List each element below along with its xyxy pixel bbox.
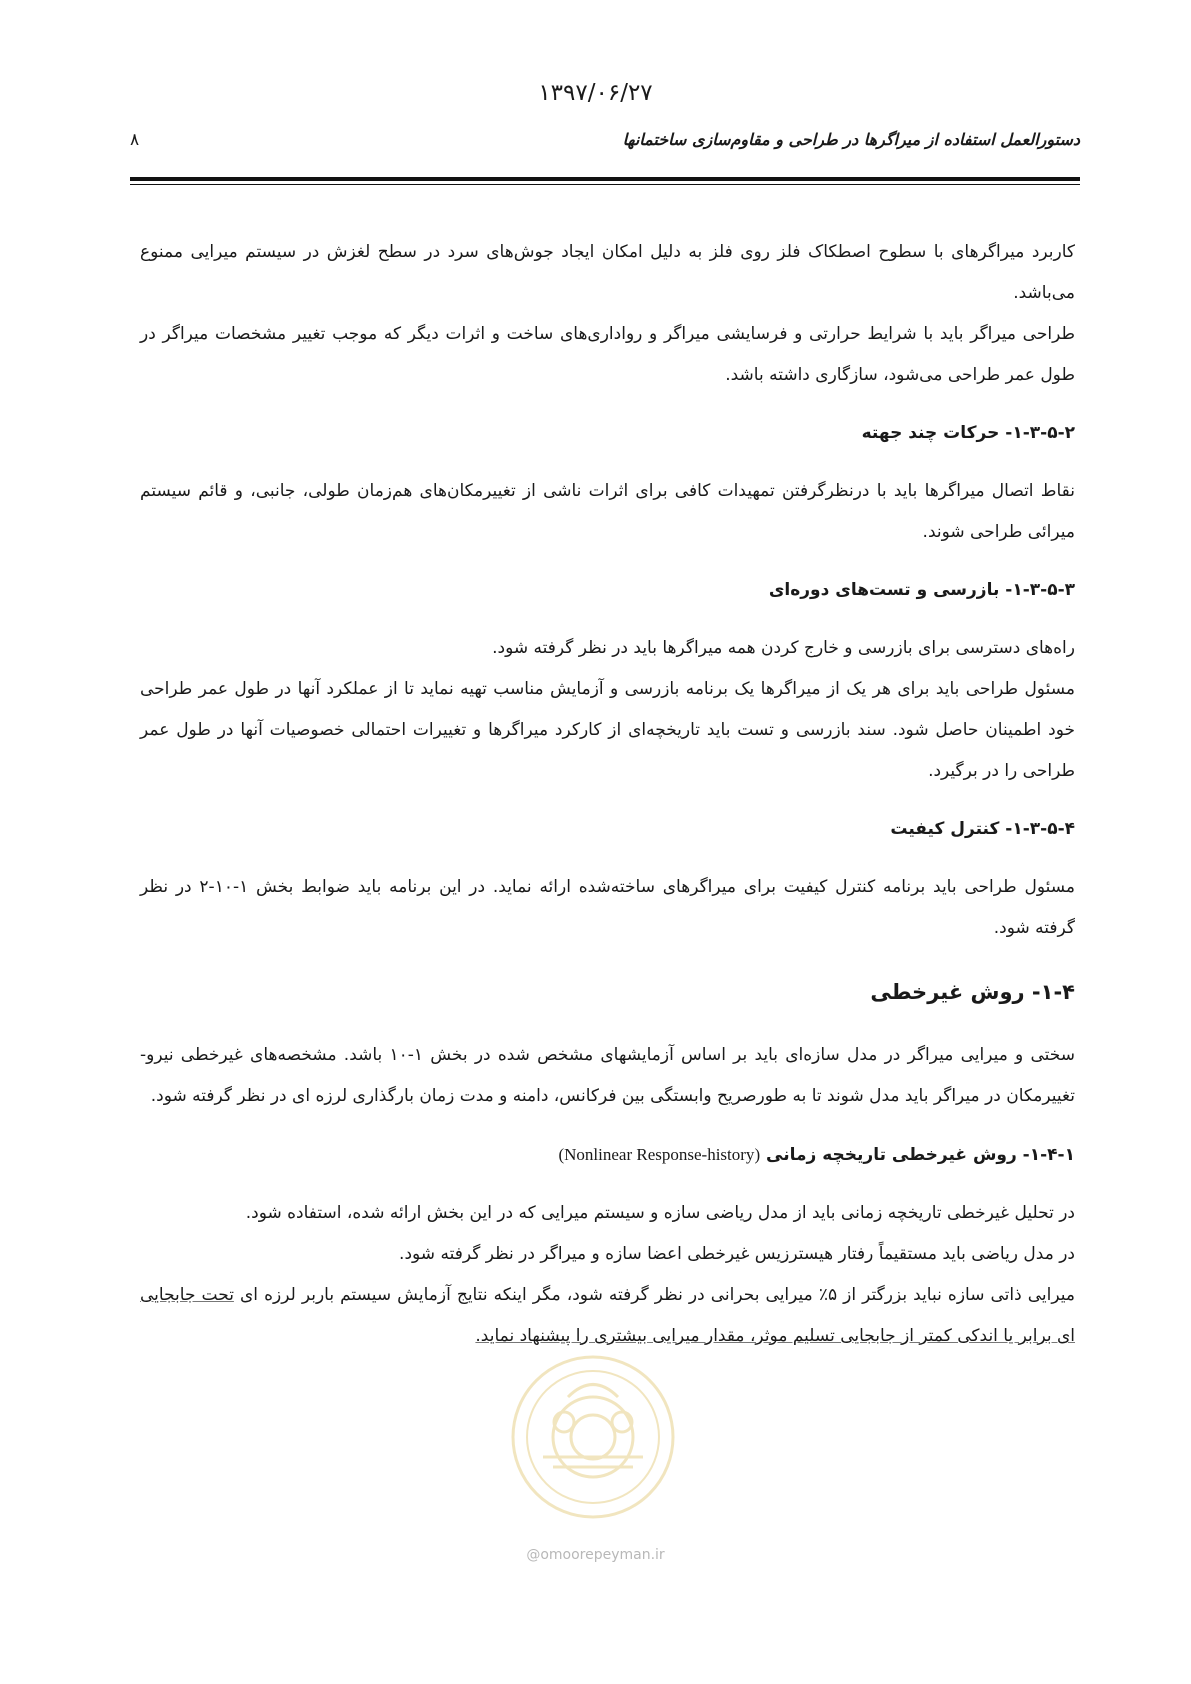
paragraph-time-history-analysis: در تحلیل غیرخطی تاریخچه زمانی باید از مدل ریاضی سازه و سیستم میرایی که در این بخش ارائه شده، استفاده شود. (245, 1203, 1075, 1223)
paragraph-inspection-program: مسئول طراحی باید برای هر یک از میراگرها یک برنامه بازرسی و آزمایش مناسب تهیه نماید تا از عملکرد آنها در طول عمر طراحی خود اطمینان حاصل شود. سند بازرسی و تست باید تاریخچه‌ای از کارکرد میراگرها و تغییرات احتمالی خصوصیات آنها در طول عمر طراحی را در برگیرد. (140, 679, 1075, 781)
page-number: ۸ (130, 130, 140, 150)
paragraph-thermal-design: طراحی میراگر باید با شرایط حرارتی و فرسایشی میراگر و رواداری‌های ساخت و اثرات دیگر که موجب تغییر مشخصات میراگر در طول عمر طراحی می‌شود، سازگاری داشته باشد. (140, 324, 1075, 385)
paragraph-metal-friction: کاربرد میراگرهای با سطوح اصطکاک فلز روی فلز به دلیل امکان ایجاد جوش‌های سرد در سطح لغزش در سیستم میرایی ممنوع می‌باشد. (140, 242, 1075, 303)
header-rule-thin (130, 184, 1080, 185)
paragraph-inherent-damping (140, 1275, 1075, 1357)
heading-multidirectional-motion: ۱-۳-۵-۲- حرکات چند جهته (861, 423, 1075, 443)
heading-quality-control: ۱-۳-۵-۴- کنترل کیفیت (890, 819, 1075, 839)
header-rule-thick (130, 177, 1080, 181)
seal-watermark-icon (508, 1352, 678, 1522)
paragraph-connection-points: نقاط اتصال میراگرها باید با درنظرگرفتن تمهیدات کافی برای اثرات ناشی از تغییرمکان‌های هم‌زمان طولی، جانبی، و قائم سیستم میرائی طراحی شوند. (140, 481, 1075, 542)
paragraph-hysteresis: در مدل ریاضی باید مستقیماً رفتار هیسترزیس غیرخطی اعضا سازه و میراگر در نظر گرفته شود. (399, 1244, 1075, 1264)
document-date: ۱۳۹۷/۰۶/۲۷ (538, 80, 653, 106)
heading-nonlinear-response-history (140, 1134, 1075, 1176)
heading-nrh-persian: ۱-۴-۱- روش غیرخطی تاریخچه زمانی (766, 1145, 1075, 1165)
watermark-url: @omoorepeyman.ir (526, 1547, 665, 1563)
paragraph-access: راه‌های دسترسی برای بازرسی و خارج کردن همه میراگرها باید در نظر گرفته شود. (492, 638, 1075, 658)
inherent-damping-text: میرایی ذاتی سازه نباید بزرگتر از ۵٪ میرایی بحرانی در نظر گرفته شود، مگر اینکه نتایج آزمایش سیستم باربر لرزه ای (233, 1285, 1076, 1305)
running-header (130, 130, 1080, 160)
inherent-damping-underlined: تحت جابجایی ای برابر یا اندکی کمتر از جابجایی تسلیم موثر، مقدار میرایی بیشتری را پیشنهاد نماید. (140, 1285, 1075, 1346)
header-title: دستورالعمل استفاده از میراگرها در طراحی و مقاوم‌سازی ساختمانها (622, 130, 1080, 149)
heading-nonlinear-method: ۱-۴- روش غیرخطی (870, 980, 1075, 1004)
heading-nrh-english: (Nonlinear Response-history) (558, 1145, 761, 1164)
paragraph-stiffness-damping: سختی و میرایی میراگر در مدل سازه‌ای باید بر اساس آزمایشهای مشخص شده در بخش ۱-۱۰ باشد. مشخصه‌های غیرخطی نیرو-تغییرمکان در میراگر باید مدل شوند تا به طورصریح وابستگی بین فرکانس، دامنه و مدت زمان بارگذاری لرزه ای در نظر گرفته شود. (140, 1045, 1075, 1106)
page-body (140, 232, 1075, 1357)
paragraph-quality-program: مسئول طراحی باید برنامه کنترل کیفیت برای میراگرهای ساخته‌شده ارائه نماید. در این برنامه باید ضوابط بخش ۱-۱۰-۲ در نظر گرفته شود. (140, 877, 1075, 938)
heading-inspection-tests: ۱-۳-۵-۳- بازرسی و تست‌های دوره‌ای (768, 580, 1075, 600)
